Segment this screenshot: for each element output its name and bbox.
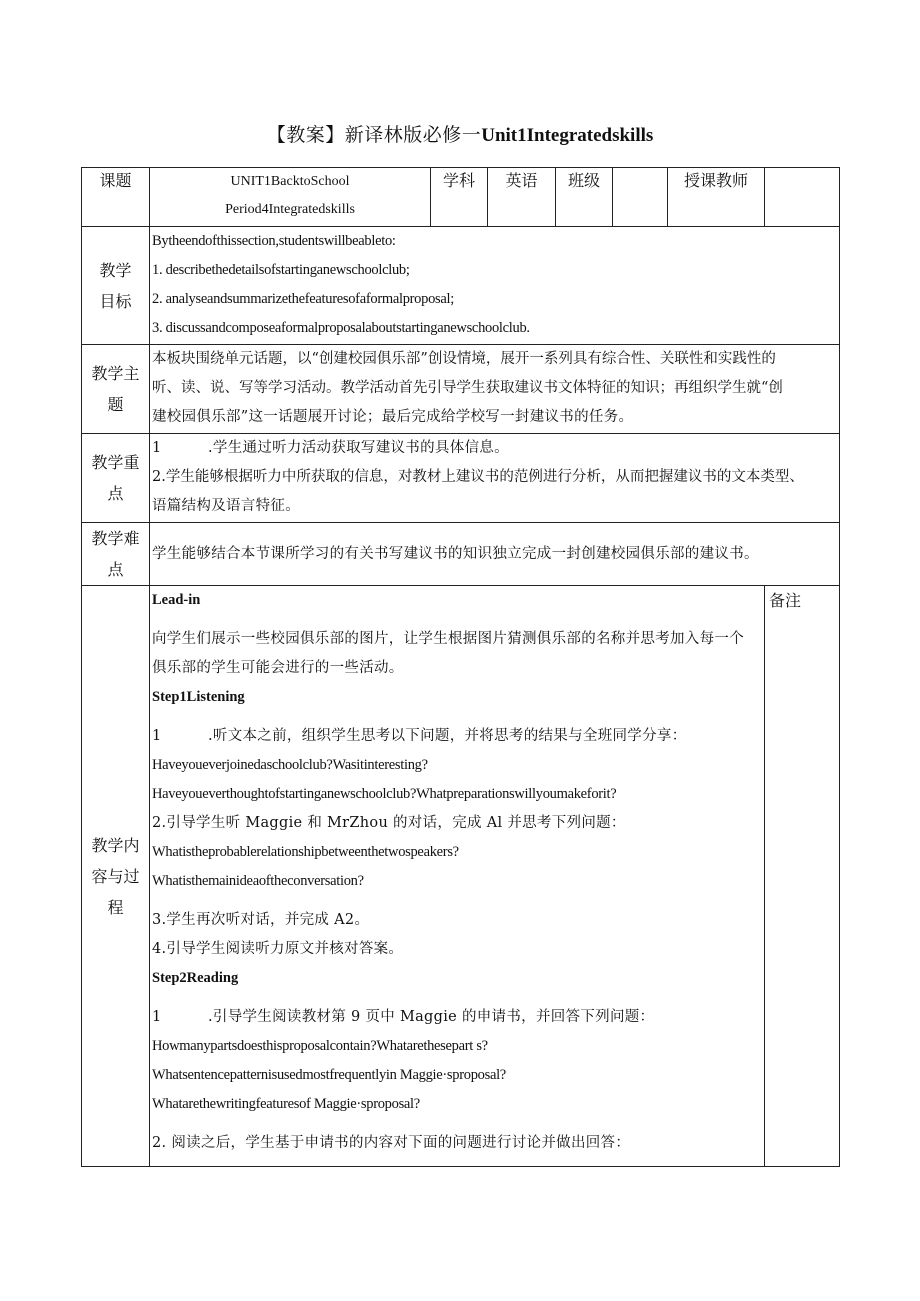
- step1-heading: Step1Listening: [152, 689, 245, 705]
- difficulties-label-line2: 点: [107, 560, 124, 579]
- lesson-plan-table: [81, 167, 840, 1167]
- step1-item2: 2.引导学生听 Maggie 和 MrZhou 的对话，完成 Al 并思考下列问题：: [152, 815, 626, 831]
- theme-content: [150, 345, 840, 434]
- difficulties-row: [82, 523, 840, 586]
- step2-question: Howmanypartsdoesthisproposalcontain?Whatarethesepart s?: [152, 1038, 488, 1054]
- step1-item3: 3.学生再次听对话，并完成 A2。: [152, 912, 370, 928]
- process-label-line3: 程: [107, 897, 124, 917]
- document-title-suffix: Unit1Integratedskills: [481, 125, 654, 146]
- step2-item1-number: 1: [152, 1009, 162, 1025]
- key-points-label-line1: 教学重: [91, 453, 140, 472]
- leadin-line: 俱乐部的学生可能会进行的一些活动。: [152, 660, 404, 676]
- objectives-label-line2: 目标: [99, 291, 132, 311]
- objectives-label: [82, 227, 150, 345]
- process-label-line2: 容与过: [91, 866, 140, 886]
- key-points-label-line2: 点: [107, 484, 124, 503]
- process-label: [82, 586, 150, 1167]
- step1-item1-text: .听文本之前，组织学生思考以下问题，并将思考的结果与全班同学分享：: [208, 728, 687, 744]
- key-point-line: 2.学生能够根据听力中所获取的信息，对教材上建议书的范例进行分析，从而把握建议书的文本类型、: [152, 469, 804, 485]
- difficulties-label: [82, 523, 150, 586]
- leadin-heading: Lead-in: [152, 592, 201, 608]
- step1-item1: [152, 722, 762, 751]
- key-point-item: [152, 434, 837, 463]
- step2-heading: Step2Reading: [152, 970, 239, 986]
- course-title-cell: [150, 168, 431, 227]
- theme-label-line2: 题: [107, 395, 124, 414]
- key-point-line: 语篇结构及语言特征。: [152, 498, 300, 514]
- theme-line: 建校园俱乐部”这一话题展开讨论；最后完成给学校写一封建议书的任务。: [152, 409, 634, 425]
- subject-label: 课题: [82, 168, 150, 227]
- key-points-content: [150, 434, 840, 523]
- objectives-content: [150, 227, 840, 345]
- step1-question: Whatistheprobablerelationshipbetweenthetwospeakers?: [152, 844, 459, 860]
- step1-question: Whatisthemainideaoftheconversation?: [152, 873, 364, 889]
- theme-label: [82, 345, 150, 434]
- course-title-line1: UNIT1BacktoSchool: [230, 174, 350, 189]
- key-points-label: [82, 434, 150, 523]
- process-row: [82, 586, 840, 1167]
- objectives-label-line1: 教学: [99, 260, 132, 280]
- objectives-line: 1. describethedetailsofstartinganewschoolclub;: [152, 262, 410, 278]
- key-point-text: .学生通过听力活动获取写建议书的具体信息。: [208, 440, 509, 456]
- objectives-row: [82, 227, 840, 345]
- leadin-line: 向学生们展示一些校园俱乐部的图片，让学生根据图片猜测俱乐部的名称并思考加入每一个: [152, 631, 744, 647]
- teacher-label: 授课教师: [668, 168, 765, 227]
- discipline-value: 英语: [488, 168, 556, 227]
- step2-question: Whatarethewritingfeaturesof Maggie·sproposal?: [152, 1096, 420, 1112]
- class-value: [613, 168, 668, 227]
- step1-item4: 4.引导学生阅读听力原文并核对答案。: [152, 941, 404, 957]
- step1-question: Haveyoueverjoinedaschoolclub?Wasitinteresting?: [152, 757, 428, 773]
- theme-line: 本板块围绕单元话题，以“创建校园俱乐部”创设情境，展开一系列具有综合性、关联性和实践性的: [152, 351, 776, 367]
- difficulties-label-line1: 教学难: [91, 529, 140, 548]
- notes-cell: [765, 586, 840, 1167]
- teacher-value: [765, 168, 840, 227]
- theme-row: [82, 345, 840, 434]
- difficulties-text: 学生能够结合本节课所学习的有关书写建议书的知识独立完成一封创建校园俱乐部的建议书。: [152, 545, 759, 562]
- notes-label: 备注: [769, 591, 802, 610]
- step2-item2: 2. 阅读之后，学生基于申请书的内容对下面的问题进行讨论并做出回答：: [152, 1135, 631, 1151]
- step1-question: Haveyoueverthoughtofstartinganewschoolclub?Whatpreparationswillyoumakeforit?: [152, 786, 617, 802]
- process-content: [150, 586, 765, 1167]
- objectives-line: 2. analyseandsummarizethefeaturesofaformalproposal;: [152, 291, 454, 307]
- theme-label-line1: 教学主: [91, 364, 140, 383]
- objectives-line: 3. discussandcomposeaformalproposalaboutstartinganewschoolclub.: [152, 320, 530, 336]
- step1-item1-number: 1: [152, 728, 162, 744]
- step2-item1: [152, 1003, 762, 1032]
- class-label: 班级: [556, 168, 613, 227]
- process-label-line1: 教学内: [91, 835, 140, 855]
- step2-item1-text: .引导学生阅读教材第 9 页中 Maggie 的申请书，并回答下列问题：: [208, 1009, 655, 1025]
- objectives-line: Bytheendofthissection,studentswillbeableto:: [152, 233, 396, 249]
- discipline-label: 学科: [431, 168, 488, 227]
- document-title: [0, 120, 920, 147]
- theme-line: 听、读、说、写等学习活动。教学活动首先引导学生获取建议书文体特征的知识；再组织学生就“创: [152, 380, 783, 396]
- key-points-row: [82, 434, 840, 523]
- course-title-line2: Period4Integratedskills: [225, 202, 355, 217]
- header-row: [82, 168, 840, 227]
- difficulties-content: [150, 523, 840, 586]
- step2-question: Whatsentencepatternisusedmostfrequentlyin Maggie·sproposal?: [152, 1067, 506, 1083]
- key-point-number: 1: [152, 440, 162, 456]
- document-title-prefix: 【教案】新译林版必修一: [266, 124, 482, 146]
